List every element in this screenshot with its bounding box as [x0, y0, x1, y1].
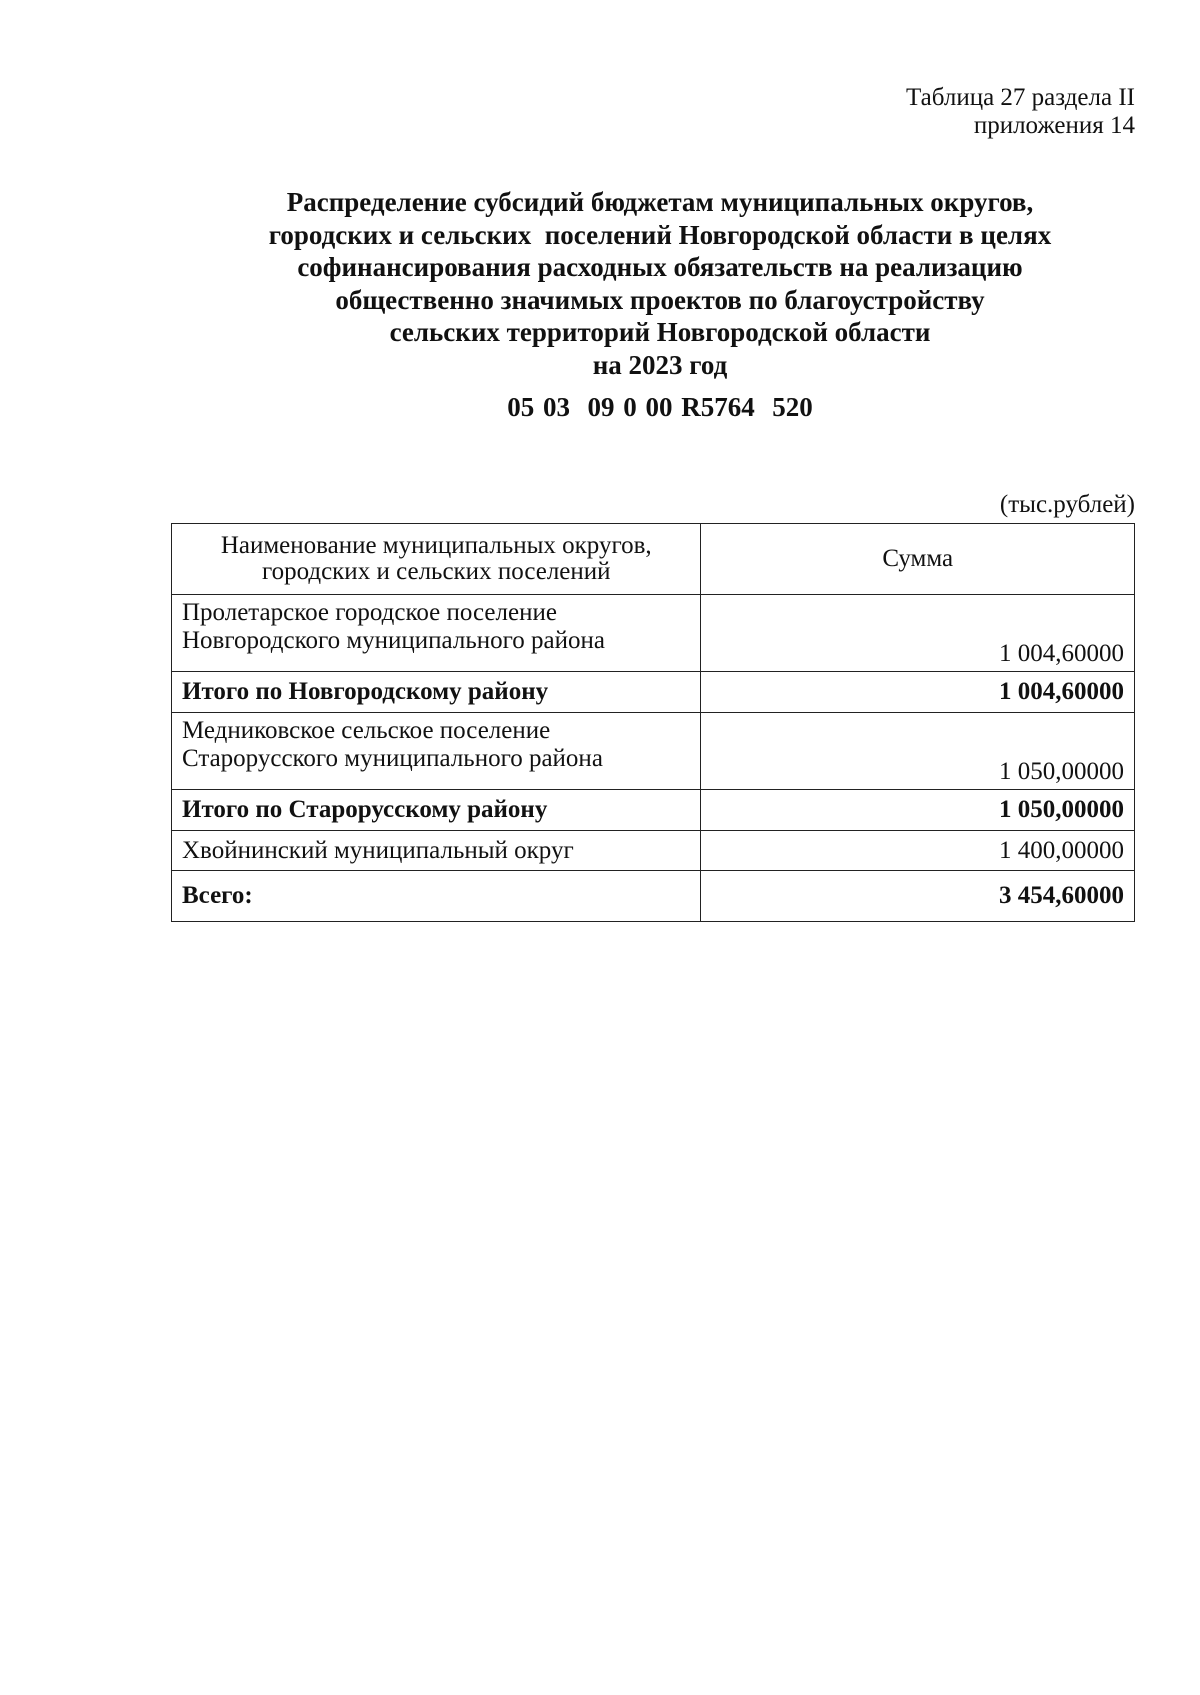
table-reference — [906, 84, 1135, 140]
budget-classification-code: 05 03 09 0 00 R5764 520 — [507, 392, 813, 422]
title-line-4: общественно значимых проектов по благоустройству — [335, 284, 985, 315]
row-name — [172, 595, 701, 672]
subtotal-sum: 1 050,00000 — [701, 790, 1135, 831]
row-name-line1: Медниковское сельское поселение — [182, 717, 551, 744]
document-title — [160, 186, 1160, 381]
table-reference-line1: Таблица 27 раздела II — [906, 84, 1135, 111]
row-name-line1: Пролетарское городское поселение — [182, 599, 557, 626]
grand-total-name: Всего: — [172, 871, 701, 922]
title-line-2: городских и сельских поселений Новгородской области в целях — [268, 219, 1052, 250]
row-name-line2: Старорусского муниципального района — [182, 745, 603, 772]
row-sum: 1 050,00000 — [701, 713, 1135, 790]
subsidy-table — [171, 523, 1135, 922]
grand-total-sum: 3 454,60000 — [701, 871, 1135, 922]
title-line-6: на 2023 год — [592, 349, 728, 380]
subtotal-row — [172, 672, 1135, 713]
table-reference-line2: приложения 14 — [973, 112, 1135, 139]
table-row — [172, 831, 1135, 871]
column-header-name-line1: Наименование муниципальных округов, — [220, 532, 652, 559]
subtotal-name: Итого по Старорусскому району — [172, 790, 701, 831]
row-name — [172, 713, 701, 790]
title-line-1: Распределение субсидий бюджетам муниципальных округов, — [286, 187, 1034, 217]
column-header-sum: Сумма — [701, 524, 1135, 595]
row-name-line2: Новгородского муниципального района — [182, 627, 605, 654]
subtotal-row — [172, 790, 1135, 831]
row-sum: 1 400,00000 — [701, 831, 1135, 871]
row-name: Хвойнинский муниципальный округ — [172, 831, 701, 871]
grand-total-row — [172, 871, 1135, 922]
table-row — [172, 595, 1135, 672]
units-label: (тыс.рублей) — [999, 491, 1135, 518]
subtotal-name: Итого по Новгородскому району — [172, 672, 701, 713]
subtotal-sum: 1 004,60000 — [701, 672, 1135, 713]
table-header-row — [172, 524, 1135, 595]
column-header-name — [172, 524, 701, 595]
title-line-5: сельских территорий Новгородской области — [389, 317, 931, 347]
title-line-3: софинансирования расходных обязательств на реализацию — [297, 252, 1023, 282]
table-row — [172, 713, 1135, 790]
column-header-name-line2: городских и сельских поселений — [261, 558, 611, 585]
row-sum: 1 004,60000 — [701, 595, 1135, 672]
